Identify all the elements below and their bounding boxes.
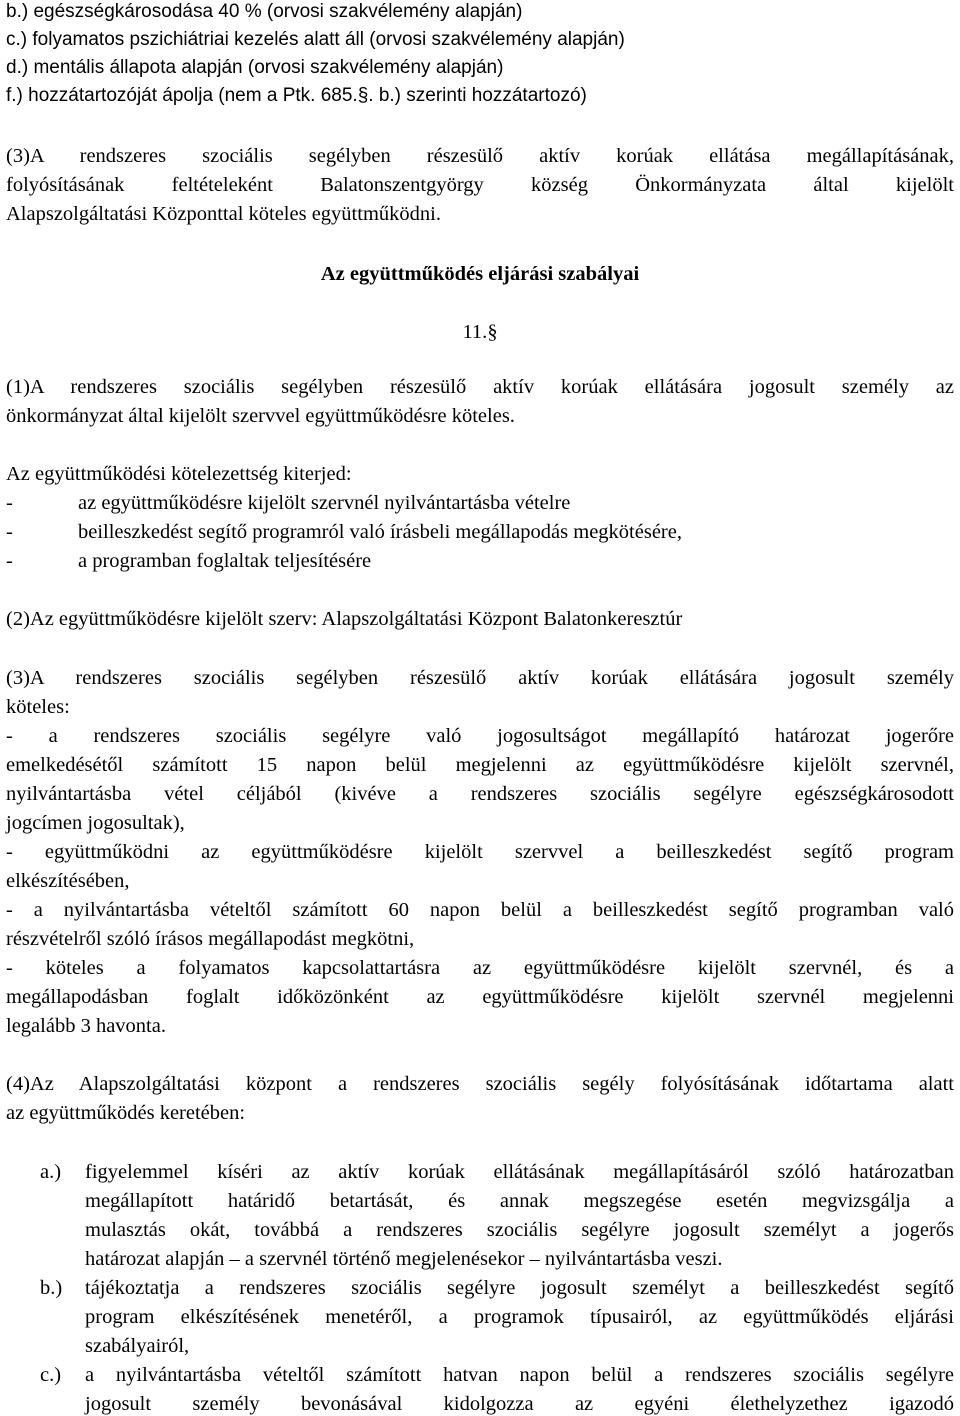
item-label-b: b.) <box>40 1277 63 1299</box>
item-a-line: megállapított határidő betartását, és annak megszegése esetén megvizsgálja a <box>85 1190 954 1212</box>
subsection-3-line: nyilvántartásba vétel céljából (kivéve a rendszeres szociális segélyre egészségkárosodott <box>6 783 954 805</box>
obligation-item: - a programban foglaltak teljesítésére <box>6 550 372 572</box>
subsection-3-line: megállapodásban foglalt időközönként az együttműködésre kijelölt szervnél megjelenni <box>6 986 954 1008</box>
list-item-d: d.) mentális állapota alapján (orvosi szakvélemény alapján) <box>6 57 504 78</box>
paragraph-3-line: Alapszolgáltatási Központtal köteles együttműködni. <box>6 203 441 225</box>
section-sign: § <box>487 321 498 343</box>
subsection-3-line: elkészítésében, <box>6 870 130 892</box>
item-a-line: mulasztás okát, továbbá a rendszeres szociális segélyre jogosult személyt a jogerős <box>85 1219 954 1241</box>
subsection-4-line: az együttműködés keretében: <box>6 1102 246 1124</box>
subsection-4-line: (4)Az Alapszolgáltatási központ a rendszeres szociális segély folyósításának időtartama alatt <box>6 1073 954 1095</box>
subsection-3-line: - együttműködni az együttműködésre kijelölt szervvel a beilleszkedést segítő program <box>6 841 954 863</box>
item-label-a: a.) <box>40 1161 62 1183</box>
list-item-c: c.) folyamatos pszichiátriai kezelés alatt áll (orvosi szakvélemény alapján) <box>6 29 625 50</box>
item-c-line: a nyilvántartásba vételtől számított hatvan napon belül a rendszeres szociális segélyre <box>85 1364 954 1386</box>
item-label-c: c.) <box>40 1364 62 1386</box>
subsection-1-line: (1)A rendszeres szociális segélyben részesülő aktív korúak ellátására jogosult személy az <box>6 376 954 398</box>
subsection-3-line: (3)A rendszeres szociális segélyben részesülő aktív korúak ellátására jogosult személy <box>6 667 954 689</box>
subsection-3-line: - a nyilvántartásba vételtől számított 60 napon belül a beilleszkedést segítő programban való <box>6 899 954 921</box>
obligation-intro: Az együttműködési kötelezettség kiterjed: <box>6 463 352 485</box>
item-c-line: jogosult személy bevonásával kidolgozza az egyéni élethelyzethez igazodó <box>85 1393 954 1415</box>
item-b-line: szabályairól, <box>85 1335 190 1357</box>
item-b-line: program elkészítésének menetéről, a programok típusairól, az együttműködés eljárási <box>85 1306 954 1328</box>
subsection-3-line: legalább 3 havonta. <box>6 1015 166 1037</box>
subsection-1-line: önkormányzat által kijelölt szervvel együttműködésre köteles. <box>6 405 515 427</box>
item-a-line: figyelemmel kíséri az aktív korúak ellátásának megállapításáról szóló határozatban <box>85 1161 954 1183</box>
paragraph-3-line: folyósításának feltételeként Balatonszentgyörgy község Önkormányzata által kijelölt <box>6 174 954 196</box>
subsection-3-line: jogcímen jogosultak), <box>6 812 185 834</box>
list-item-b: b.) egészségkárosodása 40 % (orvosi szakvélemény alapján) <box>6 1 523 22</box>
list-item-f: f.) hozzátartozóját ápolja (nem a Ptk. 685.§. b.) szerinti hozzátartozó) <box>6 85 587 106</box>
subsection-3-line: - a rendszeres szociális segélyre való jogosultságot megállapító határozat jogerőre <box>6 725 954 747</box>
obligation-item: - az együttműködésre kijelölt szervnél nyilvántartásba vételre <box>6 492 571 514</box>
section-heading: Az együttműködés eljárási szabályai <box>320 263 640 285</box>
section-number: 11.§ <box>462 321 498 343</box>
subsection-3-line: emelkedésétől számított 15 napon belül megjelenni az együttműködésre kijelölt szervnél, <box>6 754 954 776</box>
paragraph-3-line: (3)A rendszeres szociális segélyben részesülő aktív korúak ellátása megállapításának, <box>6 145 954 167</box>
section-sign: § <box>357 85 369 106</box>
subsection-3-line: köteles: <box>6 696 70 718</box>
obligation-item: - beilleszkedést segítő programról való írásbeli megállapodás megkötésére, <box>6 521 682 543</box>
subsection-3-line: - köteles a folyamatos kapcsolattartásra az együttműködésre kijelölt szervnél, és a <box>6 957 954 979</box>
item-b-line: tájékoztatja a rendszeres szociális segélyre jogosult személyt a beilleszkedést segítő <box>85 1277 954 1299</box>
subsection-3-line: részvételről szóló írásos megállapodást megkötni, <box>6 928 415 950</box>
item-a-line: határozat alapján – a szervnél történő megjelenésekor – nyilvántartásba veszi. <box>85 1248 723 1270</box>
subsection-2: (2)Az együttműködésre kijelölt szerv: Alapszolgáltatási Központ Balatonkeresztúr <box>6 608 683 630</box>
